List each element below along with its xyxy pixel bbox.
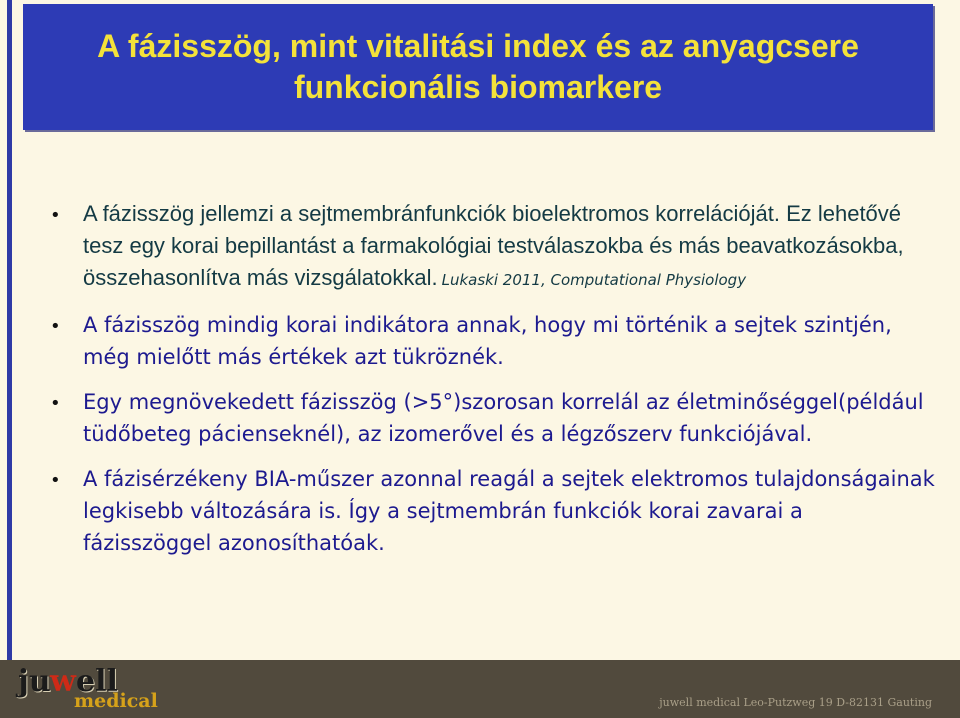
logo-text-ju: ju	[18, 664, 51, 699]
juwell-medical-logo	[18, 664, 158, 714]
footer-bar	[0, 660, 960, 718]
bullet-dot-icon: •	[50, 316, 61, 337]
bullet-body: A fázisszög jellemzi a sejtmembránfunkciók bioelektromos korrelációját. Ez lehetővé tesz egy korai bepillantást a farmakológiai testválaszokba és más beavatkozásokba, összehasonlítva más vizsgálatokkal.	[83, 201, 904, 290]
citation: Lukaski 2011, Computational Physiology	[441, 271, 747, 289]
bullet-dot-icon: •	[50, 205, 61, 226]
logo-text-ell: ell	[76, 664, 118, 699]
logo-text-w: w	[50, 664, 76, 699]
left-accent-rule	[7, 0, 12, 660]
bullet-item	[50, 463, 935, 559]
bullet-item	[50, 309, 935, 373]
bullet-text: A fázisszög mindig korai indikátora annak, hogy mi történik a sejtek szintjén, még mielőtt más értékek azt tükröznék.	[83, 313, 892, 369]
slide-title-line-2: funkcionális biomarkere	[293, 69, 663, 105]
bullet-list	[50, 198, 935, 559]
bullet-dot-icon: •	[50, 470, 61, 491]
logo-text-medical: medical	[74, 690, 158, 712]
bullet-text	[83, 198, 935, 296]
bullet-item	[50, 386, 935, 450]
bullet-text: A fázisérzékeny BIA-műszer azonnal reagál a sejtek elektromos tulajdonságainak legkisebb változására is. Így a sejtmembrán funkciók korai zavarai a fázisszöggel azonosíthatóak.	[83, 467, 935, 555]
slide-title-banner	[23, 4, 933, 130]
bullet-text: Egy megnövekedett fázisszög (>5°)szorosan korrelál az életminőséggel(például tüdőbeteg pácienseknél), az izomerővel és a légzőszerv funkciójával.	[83, 390, 924, 446]
bullet-item	[50, 198, 935, 296]
bullet-dot-icon: •	[50, 393, 61, 414]
footer-address: juwell medical Leo-Putzweg 19 D-82131 Gauting	[659, 696, 932, 709]
slide-title-line-1: A fázisszög, mint vitalitási index és az anyagcsere	[97, 28, 859, 64]
